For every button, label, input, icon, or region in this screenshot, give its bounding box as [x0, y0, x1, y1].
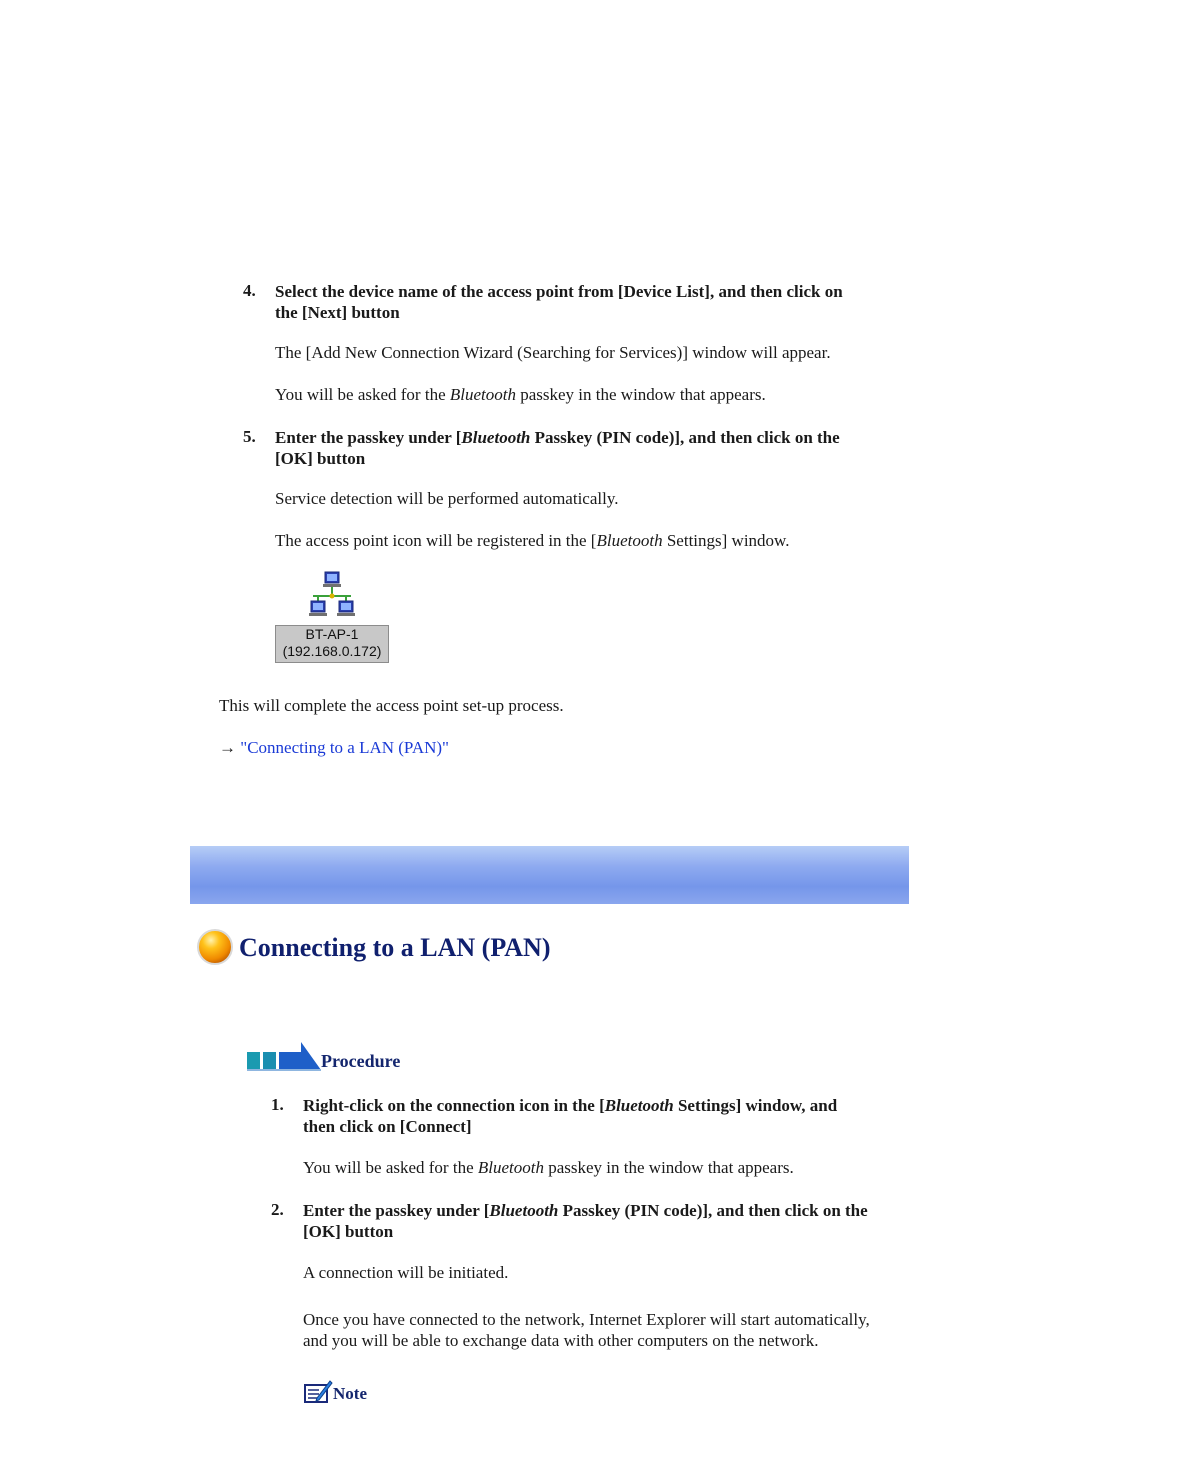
- access-point-icon[interactable]: [275, 570, 389, 664]
- proc-step-2-title: Enter the passkey under [Bluetooth Passkey (PIN code)], and then click on the [OK] button: [303, 1201, 868, 1241]
- step-4-number: 4.: [243, 281, 256, 300]
- step-4-title: Select the device name of the access point from [Device List], and then click on the [Next] button: [275, 282, 843, 322]
- step-5-number: 5.: [243, 427, 256, 446]
- step-4-para-2: You will be asked for the Bluetooth passkey in the window that appears.: [275, 385, 766, 404]
- proc-step-2-para-2: Once you have connected to the network, Internet Explorer will start automatically, and you will be able to exchange data with other computers on the network.: [303, 1310, 870, 1350]
- step-4-para-1: The [Add New Connection Wizard (Searching for Services)] window will appear.: [275, 343, 831, 362]
- arrow-icon: →: [219, 738, 236, 757]
- proc-step-1-title: Right-click on the connection icon in the [Bluetooth Settings] window, and then click on [Connect]: [303, 1096, 838, 1136]
- step-5-para-2: The access point icon will be registered in the [Bluetooth Settings] window.: [275, 531, 790, 550]
- access-point-name: BT-AP-1: [305, 626, 359, 642]
- section-title: Connecting to a LAN (PAN): [239, 933, 551, 962]
- orange-ball-icon: [196, 928, 234, 966]
- section-banner: [190, 846, 909, 904]
- proc-step-2-number: 2.: [271, 1200, 284, 1219]
- note-label: Note: [333, 1384, 367, 1403]
- completion-text: This will complete the access point set-up process.: [219, 696, 564, 715]
- procedure-label: Procedure: [321, 1051, 401, 1071]
- step-5-title: Enter the passkey under [Bluetooth Passkey (PIN code)], and then click on the [OK] button: [275, 428, 840, 468]
- link-row: [219, 737, 449, 758]
- proc-step-1-number: 1.: [271, 1095, 284, 1114]
- step-5-para-1: Service detection will be performed automatically.: [275, 489, 619, 508]
- network-icon: [303, 570, 361, 620]
- procedure-icon: [245, 1040, 323, 1072]
- proc-step-1-para: You will be asked for the Bluetooth passkey in the window that appears.: [303, 1158, 794, 1177]
- proc-step-2-para-1: A connection will be initiated.: [303, 1263, 509, 1282]
- access-point-address: (192.168.0.172): [282, 643, 382, 659]
- note-icon: [303, 1378, 333, 1404]
- access-point-label: [275, 625, 389, 663]
- connecting-lan-link[interactable]: "Connecting to a LAN (PAN)": [240, 738, 449, 757]
